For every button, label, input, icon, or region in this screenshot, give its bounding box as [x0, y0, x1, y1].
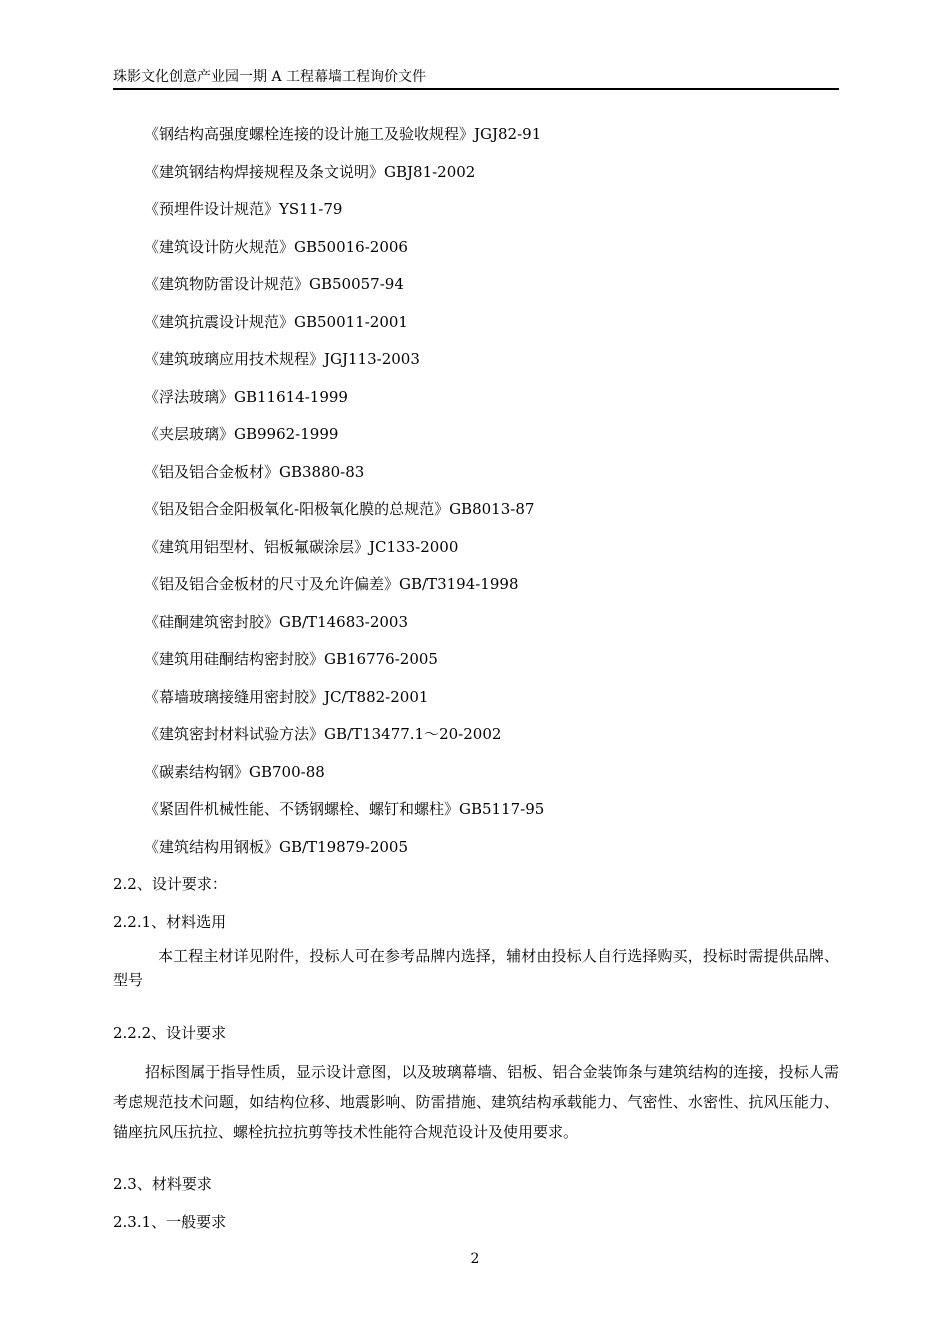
- reference-item: 《建筑用硅酮结构密封胶》GB16776-2005: [144, 650, 438, 668]
- reference-item: 《铝及铝合金板材》GB3880-83: [144, 462, 365, 481]
- reference-item: 《浮法玻璃》GB11614-1999: [144, 387, 348, 406]
- paragraph-2-2-1-container: [113, 944, 839, 1004]
- section-heading-2-3: 2.3、材料要求: [113, 1175, 212, 1193]
- reference-item: 《预埋件设计规范》YS11-79: [144, 200, 343, 218]
- section-heading-2-2: 2.2、设计要求：: [113, 875, 227, 893]
- reference-item: 《建筑结构用钢板》GB/T19879-2005: [144, 837, 409, 856]
- reference-item: 《紧固件机械性能、不锈钢螺栓、螺钉和螺柱》GB5117-95: [144, 800, 545, 818]
- section-heading-2-2-2: 2.2.2、设计要求: [113, 1024, 227, 1042]
- reference-item: 《幕墙玻璃接缝用密封胶》JC/T882-2001: [144, 687, 429, 706]
- section-2-3: [113, 1172, 839, 1247]
- reference-item: 《铝及铝合金阳极氧化-阳极氧化膜的总规范》GB8013-87: [144, 500, 535, 518]
- section-2-2-2: [113, 1021, 839, 1059]
- reference-item: 《碳素结构钢》GB700-88: [144, 762, 325, 781]
- reference-item: 《建筑物防雷设计规范》GB50057-94: [144, 275, 404, 293]
- paragraph-2-2-1: 本工程主材详见附件，投标人可在参考品牌内选择，辅材由投标人自行选择购买，投标时需提供品牌、型号: [113, 947, 839, 989]
- reference-item: 《建筑抗震设计规范》GB50011-2001: [144, 312, 408, 331]
- header-title: 珠影文化创意产业园一期 A 工程幕墙工程询价文件: [113, 69, 427, 85]
- paragraph-2-2-2: 招标图属于指导性质，显示设计意图，以及玻璃幕墙、铝板、铝合金装饰条与建筑结构的连接，投标人需考虑规范技术问题，如结构位移、地震影响、防雷措施、建筑结构承载能力、气密性、水密性、抗风压能力、锚座抗风压抗拉、螺栓抗拉抗剪等技术性能符合规范设计及使用要求。: [113, 1063, 839, 1141]
- reference-item: 《建筑密封材料试验方法》GB/T13477.1～20-2002: [144, 725, 502, 743]
- reference-item: 《建筑钢结构焊接规程及条文说明》GBJ81-2002: [144, 162, 476, 181]
- reference-item: 《硅酮建筑密封胶》GB/T14683-2003: [144, 612, 409, 631]
- reference-item: 《建筑设计防火规范》GB50016-2006: [144, 237, 408, 256]
- reference-item: 《钢结构高强度螺栓连接的设计施工及验收规程》JGJ82-91: [144, 125, 542, 143]
- section-2-2: [113, 872, 839, 947]
- reference-list: [144, 122, 544, 872]
- reference-item: 《夹层玻璃》GB9962-1999: [144, 425, 339, 443]
- page-number: 2: [470, 1251, 480, 1267]
- reference-item: 《建筑用铝型材、铝板氟碳涂层》JC133-2000: [144, 537, 459, 556]
- section-heading-2-2-1: 2.2.1、材料选用: [113, 912, 227, 931]
- page-header: [113, 68, 839, 90]
- paragraph-2-2-2-container: [113, 1057, 839, 1147]
- reference-item: 《铝及铝合金板材的尺寸及允许偏差》GB/T3194-1998: [144, 575, 519, 593]
- section-heading-2-3-1: 2.3.1、一般要求: [113, 1212, 227, 1231]
- reference-item: 《建筑玻璃应用技术规程》JGJ113-2003: [144, 350, 420, 368]
